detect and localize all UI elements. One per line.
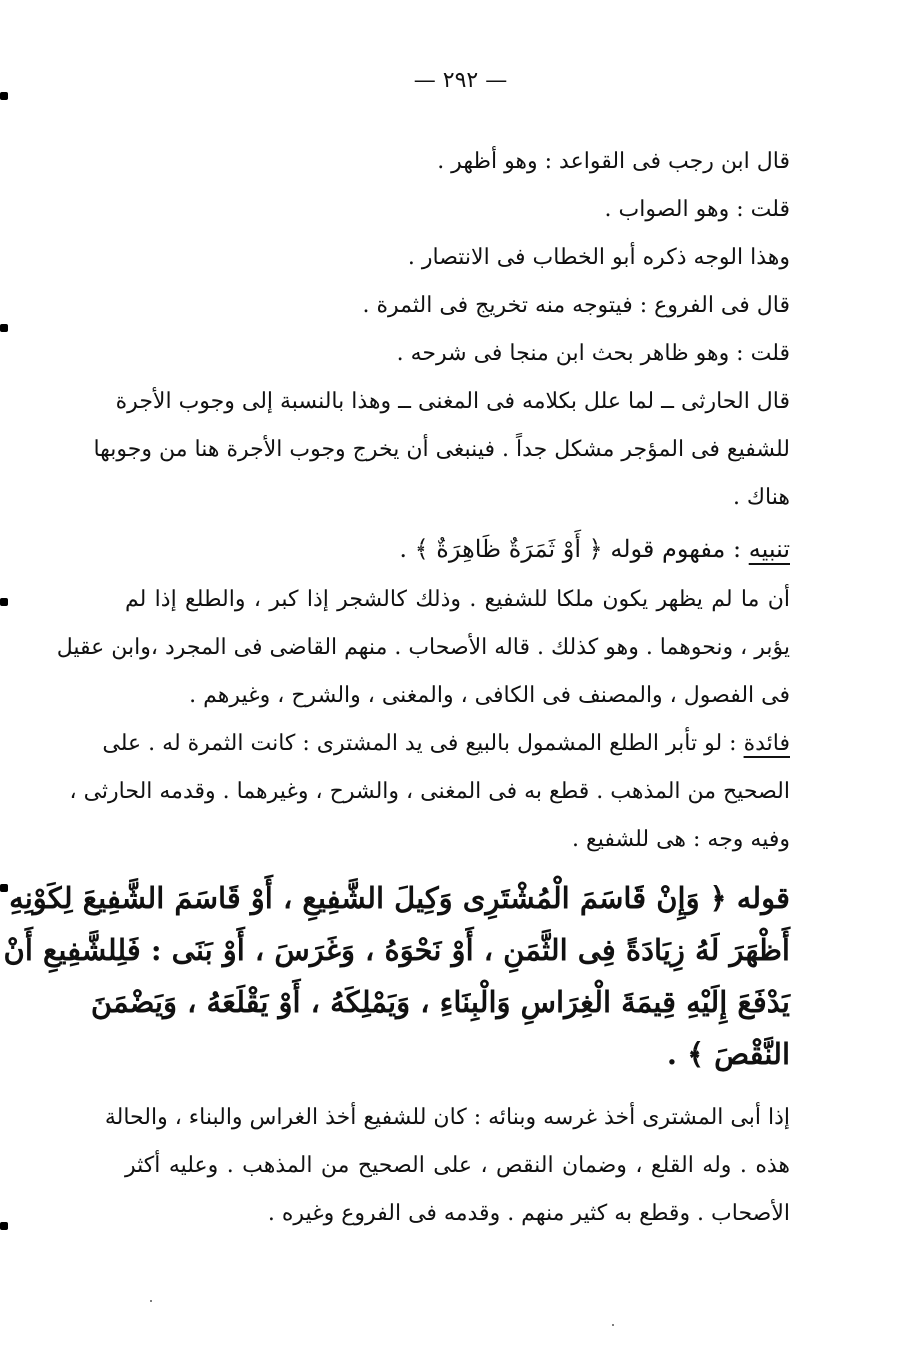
quote-line: أَظْهَرَ لَهُ زِيَادَةً فِى الثَّمَنِ ، أَوْ نَحْوَهُ ، وَغَرَسَ ، أَوْ بَنَى : فَلِلشَّفِيعِ أَنْ xyxy=(3,933,790,967)
scan-speck xyxy=(150,1300,152,1302)
text-line: هناك . xyxy=(732,485,790,510)
scan-mark xyxy=(0,1222,8,1230)
text-line: وفيه وجه : هى للشفيع . xyxy=(572,827,790,852)
page-number: — ٢٩٢ — xyxy=(413,68,508,93)
text-line: قلت : وهو الصواب . xyxy=(604,197,790,222)
scan-mark xyxy=(0,598,8,606)
scan-mark xyxy=(0,324,8,332)
text-line: قال الحارثى ــ لما علل بكلامه فى المغنى ــ وهذا بالنسبة إلى وجوب الأجرة xyxy=(115,389,790,414)
text-line: قال ابن رجب فى القواعد : وهو أظهر . xyxy=(437,149,790,174)
text-line: قال فى الفروع : فيتوجه منه تخريج فى الثمرة . xyxy=(362,293,790,318)
faida-label: فائدة xyxy=(743,731,790,756)
faida-heading xyxy=(102,720,790,768)
quote-line: قوله ﴿ وَإِنْ قَاسَمَ الْمُشْتَرِى وَكِيلَ الشَّفِيعِ ، أَوْ قَاسَمَ الشَّفِيعَ لِكَوْنِهِ xyxy=(9,881,790,915)
scan-mark xyxy=(0,92,8,100)
text-line: الصحيح من المذهب . قطع به فى المغنى ، والشرح ، وغيرهما . وقدمه الحارثى ، xyxy=(69,779,790,804)
tanbih-text: : مفهوم قوله ﴿ أَوْ ثَمَرَةٌ ظَاهِرَةٌ ﴾ . xyxy=(399,535,742,563)
text-line: الأصحاب . وقطع به كثير منهم . وقدمه فى الفروع وغيره . xyxy=(267,1201,790,1226)
quote-line: يَدْفَعَ إِلَيْهِ قِيمَةَ الْغِرَاسِ وَالْبِنَاءِ ، وَيَمْلِكَهُ ، أَوْ يَقْلَعَهُ ، وَيَضْمَنَ xyxy=(90,985,790,1019)
faida-text: : لو تأبر الطلع المشمول بالبيع فى يد المشترى : كانت الثمرة له . على xyxy=(102,731,737,756)
text-line: فى الفصول ، والمصنف فى الكافى ، والمغنى ، والشرح ، وغيرهم . xyxy=(189,683,790,708)
text-line: يؤبر ، ونحوهما . وهو كذلك . قاله الأصحاب . منهم القاضى فى المجرد ،وابن عقيل xyxy=(56,635,790,660)
text-line: أن ما لم يظهر يكون ملكا للشفيع . وذلك كالشجر إذا كبر ، والطلع إذا لم xyxy=(125,587,790,612)
text-line: إذا أبى المشترى أخذ غرسه وبنائه : كان للشفيع أخذ الغراس والبناء ، والحالة xyxy=(104,1105,790,1130)
scan-mark xyxy=(0,884,8,892)
spacer xyxy=(125,1080,790,1094)
text-line: هذه . وله القلع ، وضمان النقص ، على الصحيح من المذهب . وعليه أكثر xyxy=(125,1153,790,1178)
body-text xyxy=(3,138,790,1238)
text-line: وهذا الوجه ذكره أبو الخطاب فى الانتصار . xyxy=(407,245,790,270)
tanbih-label: تنبيه xyxy=(748,535,790,563)
scan-speck xyxy=(612,1324,614,1326)
tanbih-heading xyxy=(125,522,790,576)
text-line: للشفيع فى المؤجر مشكل جداً . فينبغى أن يخرج وجوب الأجرة هنا من وجوبها xyxy=(93,437,790,462)
spacer xyxy=(125,864,790,872)
quote-line: النَّقْصَ ﴾ . xyxy=(666,1037,790,1071)
text-line: قلت : وهو ظاهر بحث ابن منجا فى شرحه . xyxy=(396,341,790,366)
